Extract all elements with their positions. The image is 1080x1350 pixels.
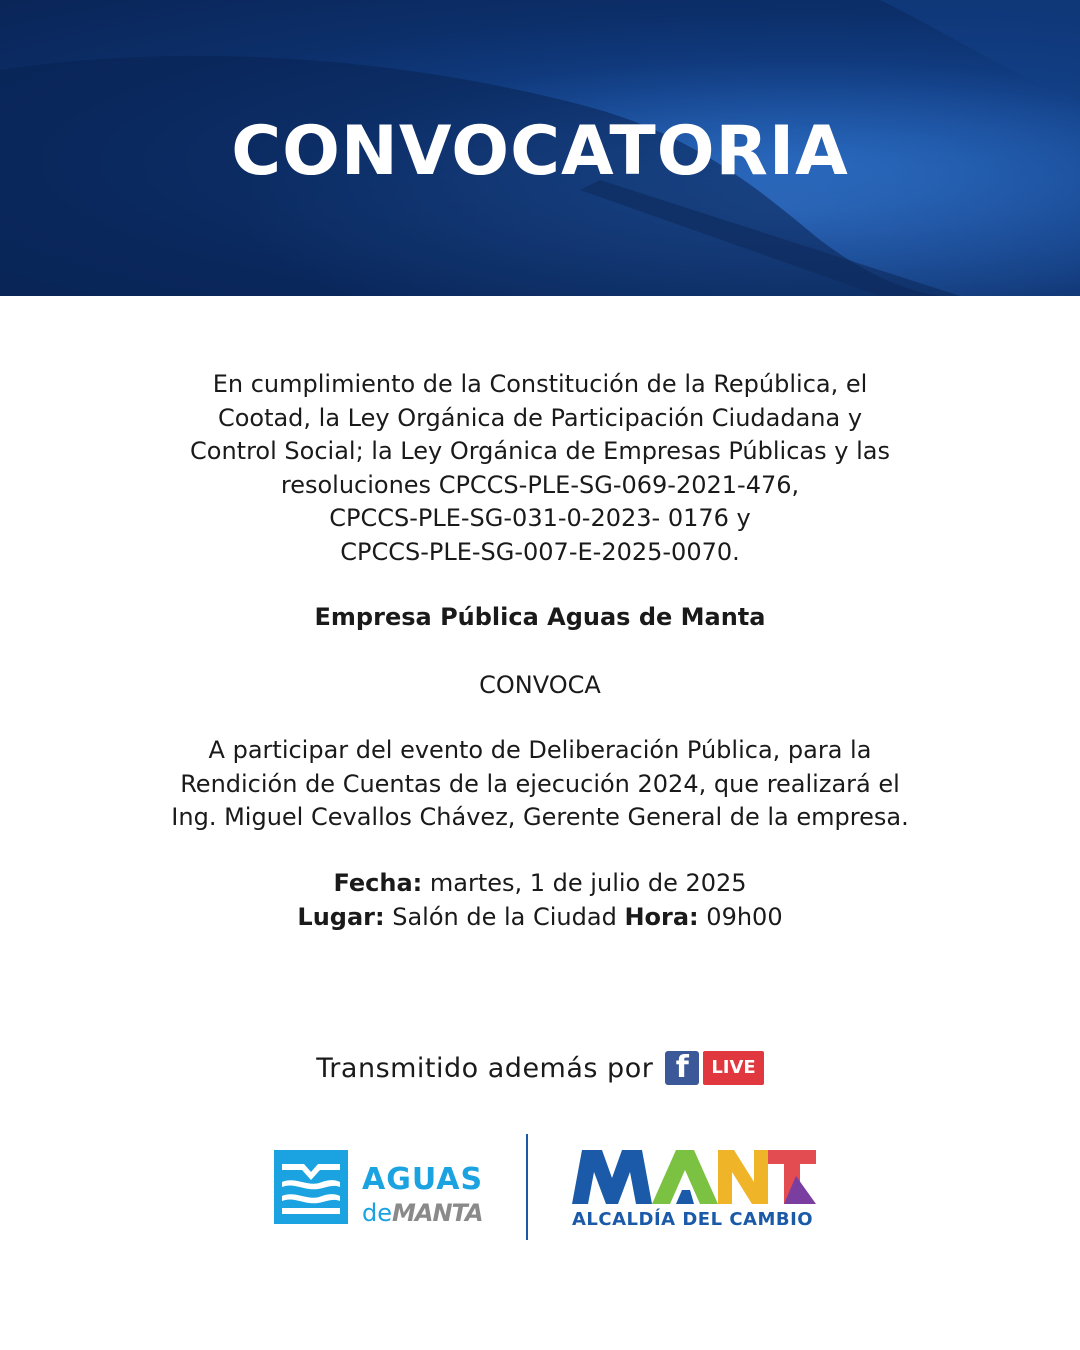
intro-paragraph xyxy=(90,368,990,569)
live-badge: LIVE xyxy=(703,1051,763,1085)
invite-paragraph xyxy=(90,734,990,835)
intro-line: Cootad, la Ley Orgánica de Participación Ciudadana y xyxy=(217,403,863,432)
facebook-icon: f xyxy=(665,1051,699,1085)
intro-line: En cumplimiento de la Constitución de la República, el xyxy=(212,370,868,398)
date-row xyxy=(90,867,990,901)
invite-line: Ing. Miguel Cevallos Chávez, Gerente General de la empresa. xyxy=(171,803,909,831)
convoca-heading: CONVOCA xyxy=(479,671,601,699)
event-details xyxy=(90,867,990,934)
invite-line: Rendición de Cuentas de la ejecución 2024, que realizará el xyxy=(180,769,900,798)
aguas-logo-manta: MANTA xyxy=(392,1199,483,1227)
manta-logo-subtitle xyxy=(572,1210,813,1230)
place-label: Lugar: xyxy=(297,902,385,931)
time-label: Hora: xyxy=(624,902,699,931)
date-value: martes, 1 de julio de 2025 xyxy=(429,869,747,897)
place-value: Salón de la Ciudad xyxy=(392,902,617,931)
aguas-logo-de: de xyxy=(362,1199,392,1227)
intro-line: resoluciones CPCCS-PLE-SG-069-2021-476, xyxy=(280,470,800,499)
transmission-text: Transmitido además por xyxy=(316,1052,654,1084)
manta-logo-subtitle-b: CAMBIO xyxy=(729,1209,814,1230)
intro-line: CPCCS-PLE-SG-031-0-2023- 0176 y xyxy=(329,504,751,532)
footer-logos xyxy=(0,1130,1080,1245)
page-title: CONVOCATORIA xyxy=(231,112,849,191)
time-value: 09h00 xyxy=(706,902,783,931)
company-name: Empresa Pública Aguas de Manta xyxy=(314,603,766,631)
intro-line: CPCCS-PLE-SG-007-E-2025-0070. xyxy=(340,537,740,566)
manta-municipality-logo-icon xyxy=(572,1142,816,1208)
aguas-logo-title: AGUAS xyxy=(362,1162,484,1197)
aguas-logo-subtitle xyxy=(362,1200,483,1226)
place-time-row xyxy=(90,901,990,935)
intro-line: Control Social; la Ley Orgánica de Empresas Públicas y las xyxy=(190,437,890,465)
aguas-de-manta-logo-icon xyxy=(274,1150,348,1224)
date-label: Fecha: xyxy=(333,869,423,897)
invite-line: A participar del evento de Deliberación Pública, para la xyxy=(208,736,872,764)
transmission-row xyxy=(0,1048,1080,1088)
manta-logo-subtitle-a: ALCALDÍA DEL xyxy=(572,1209,730,1230)
header-banner xyxy=(0,0,1080,296)
logo-divider xyxy=(526,1134,528,1240)
